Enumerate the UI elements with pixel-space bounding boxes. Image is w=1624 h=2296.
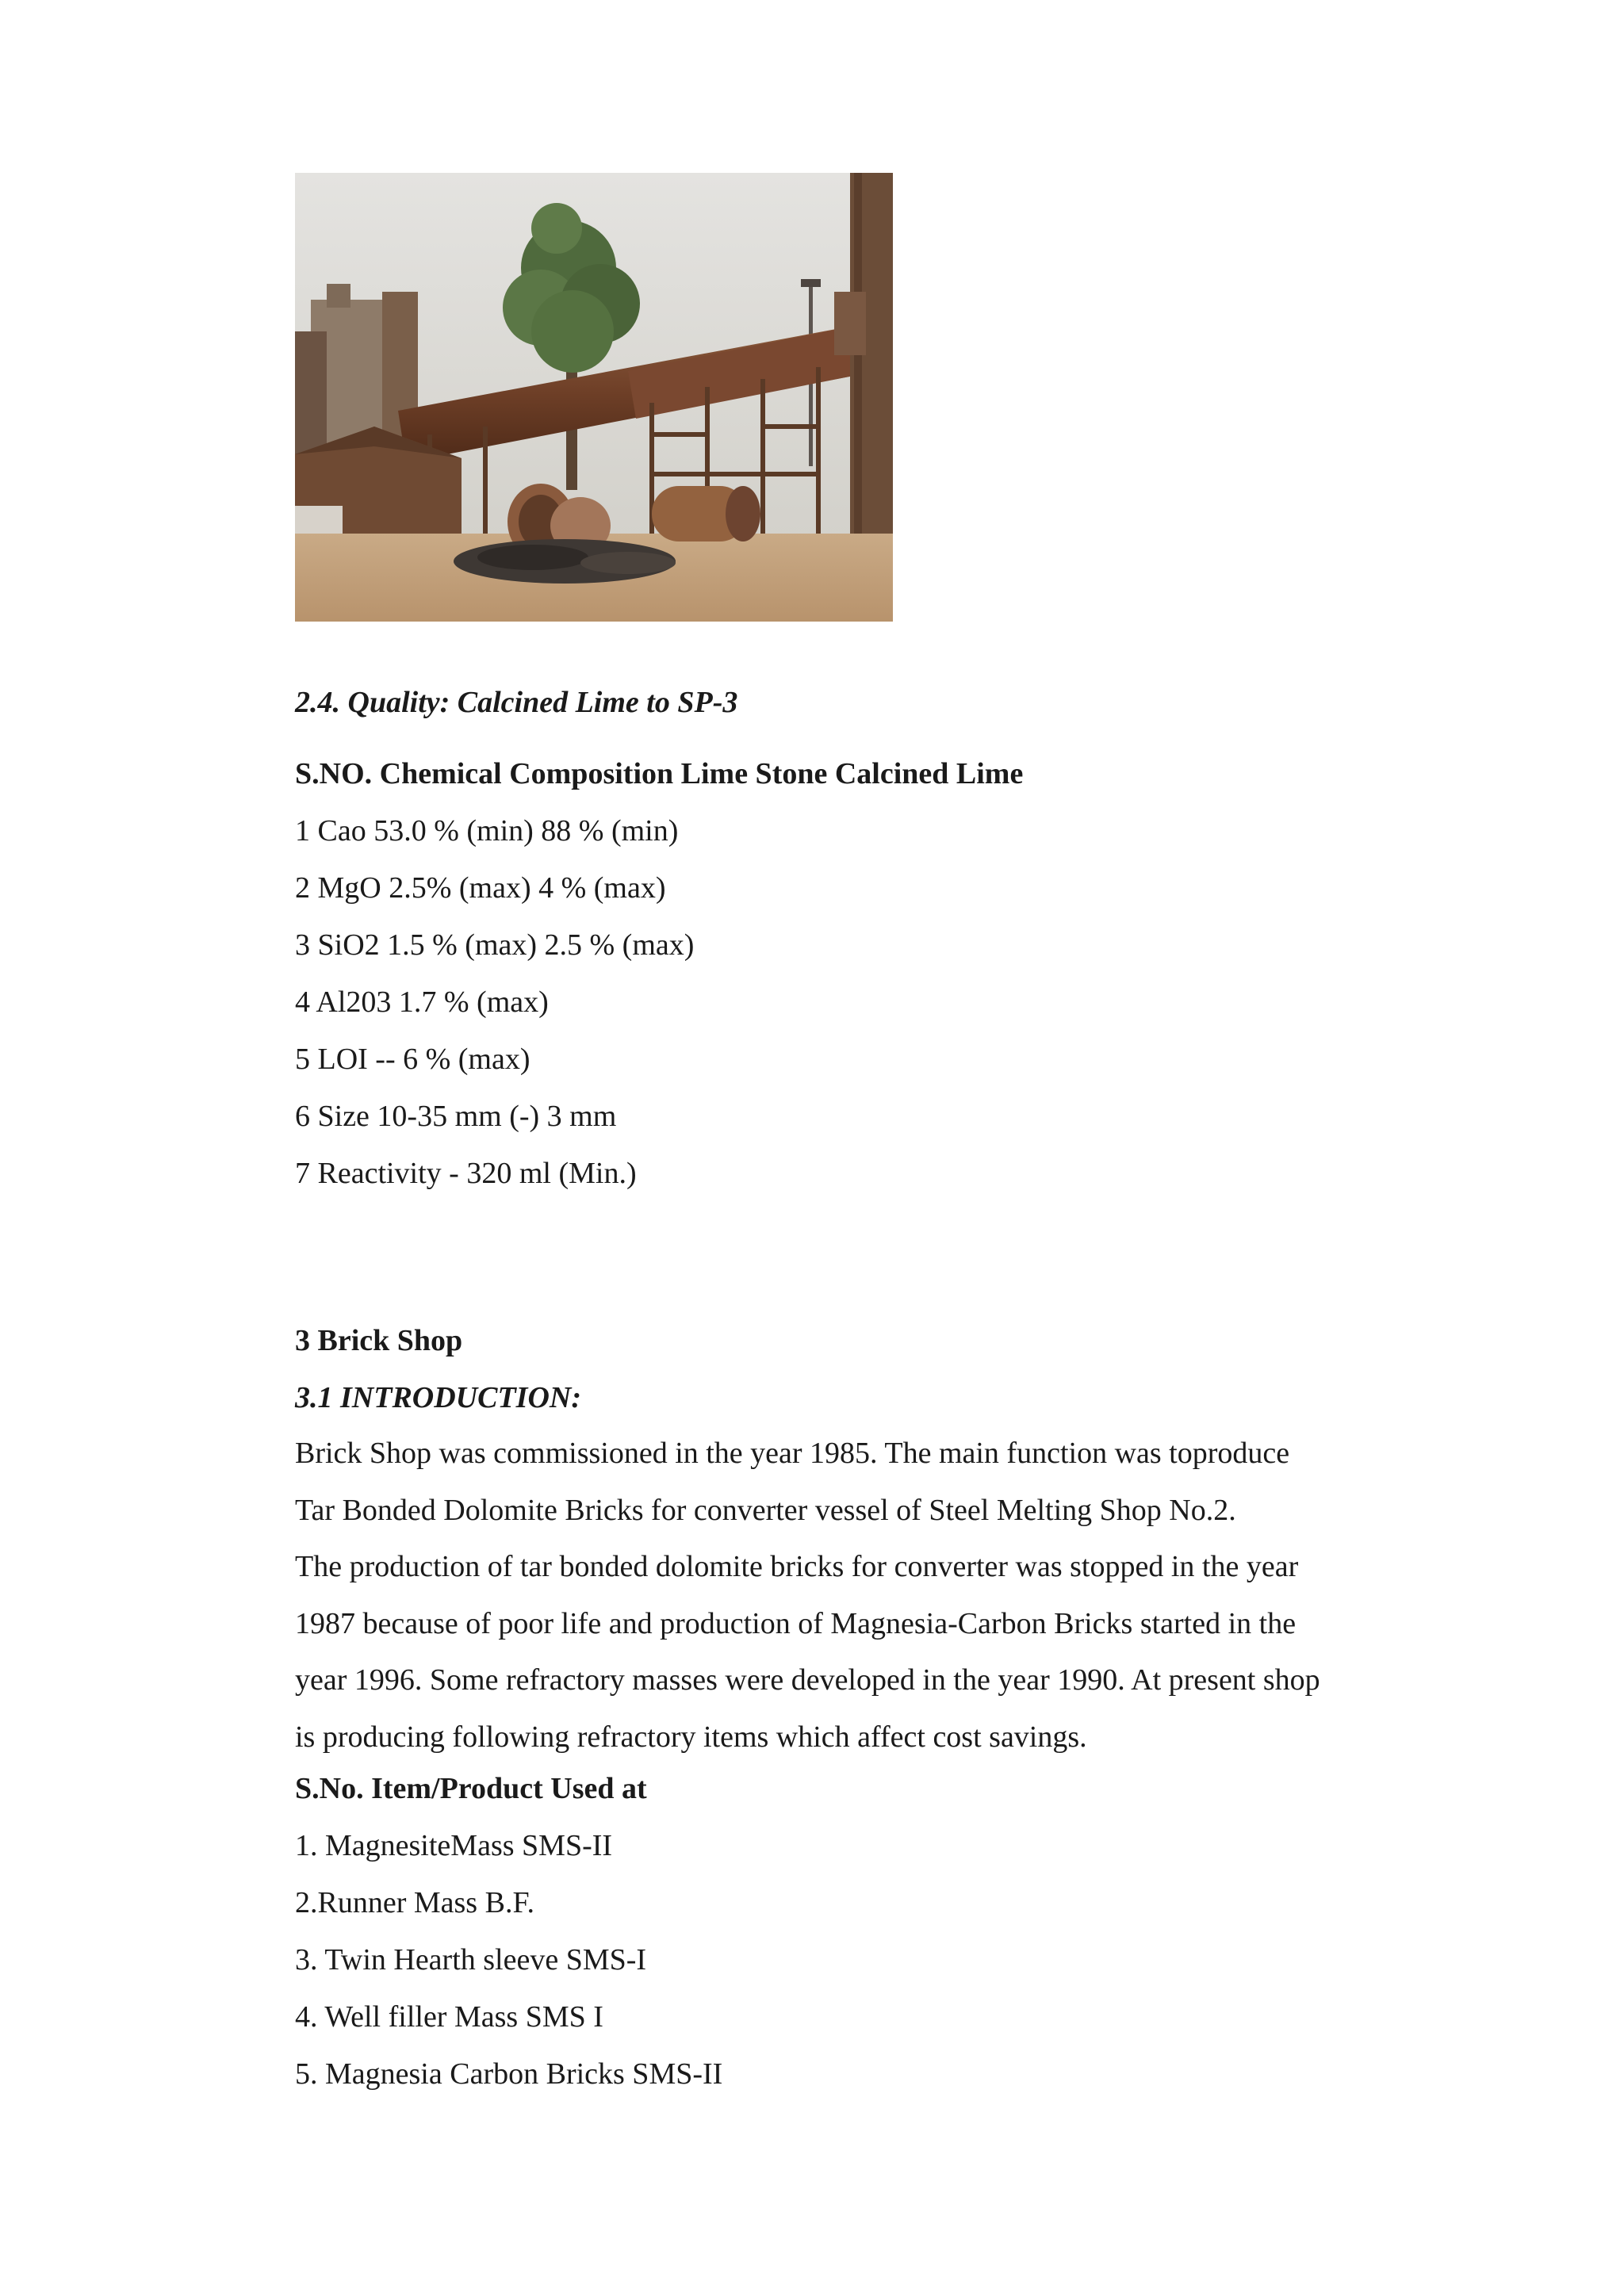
introduction-paragraph <box>295 1425 1320 1765</box>
items-table-header: S.No. Item/Product Used at <box>295 1772 647 1805</box>
list-item: 2.Runner Mass B.F. <box>295 1886 535 1919</box>
items-list <box>295 1817 722 2103</box>
list-item: 5. Magnesia Carbon Bricks SMS-II <box>295 2057 723 2091</box>
table-row: 3 SiO2 1.5 % (max) 2.5 % (max) <box>295 928 695 962</box>
paragraph-line: The production of tar bonded dolomite bricks for converter was stopped in the year <box>295 1550 1299 1583</box>
paragraph-line: Tar Bonded Dolomite Bricks for converter vessel of Steel Melting Shop No.2. <box>295 1493 1236 1527</box>
table-row: 2 MgO 2.5% (max) 4 % (max) <box>295 871 666 905</box>
composition-table-header: S.NO. Chemical Composition Lime Stone Calcined Lime <box>295 757 1024 790</box>
composition-table-rows <box>295 802 694 1202</box>
section-3-heading: 3 Brick Shop <box>295 1324 463 1357</box>
table-row: 1 Cao 53.0 % (min) 88 % (min) <box>295 814 679 848</box>
lime-plant-photo <box>295 173 893 622</box>
table-row: 7 Reactivity - 320 ml (Min.) <box>295 1157 637 1190</box>
list-item: 4. Well filler Mass SMS I <box>295 2000 603 2034</box>
paragraph-line: 1987 because of poor life and production of Magnesia-Carbon Bricks started in the <box>295 1606 1297 1640</box>
list-item: 1. MagnesiteMass SMS-II <box>295 1829 613 1862</box>
paragraph-line: year 1996. Some refractory masses were developed in the year 1990. At present shop <box>295 1663 1320 1697</box>
list-item: 3. Twin Hearth sleeve SMS-I <box>295 1943 647 1976</box>
paragraph-line: is producing following refractory items which affect cost savings. <box>295 1720 1087 1754</box>
section-3-1-subheading: 3.1 INTRODUCTION: <box>295 1381 581 1414</box>
table-row: 4 Al203 1.7 % (max) <box>295 985 549 1019</box>
lime-plant-illustration <box>295 173 893 622</box>
table-row: 5 LOI -- 6 % (max) <box>295 1043 530 1076</box>
section-2-4-title: 2.4. Quality: Calcined Lime to SP-3 <box>295 686 738 719</box>
table-row: 6 Size 10-35 mm (-) 3 mm <box>295 1100 617 1133</box>
paragraph-line: Brick Shop was commissioned in the year 1985. The main function was toproduce <box>295 1437 1290 1470</box>
